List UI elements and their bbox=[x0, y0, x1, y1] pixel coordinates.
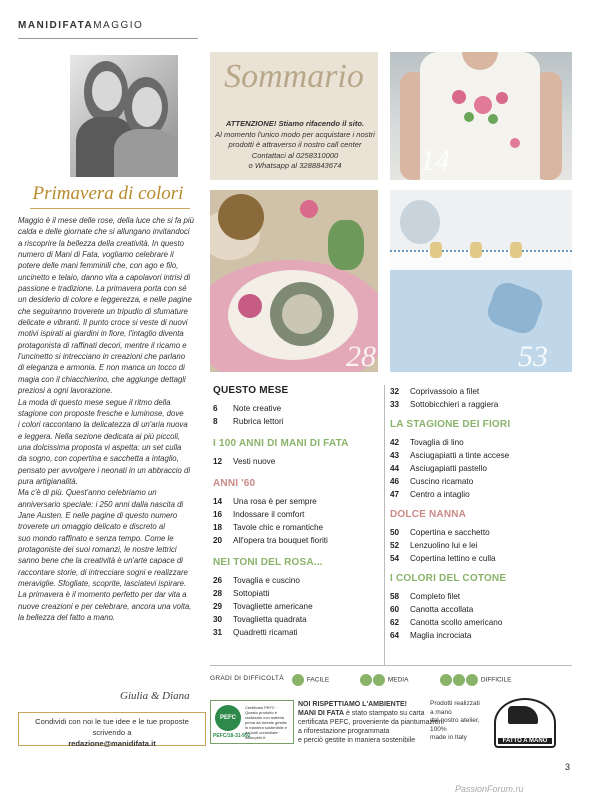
table-setting-photo bbox=[210, 190, 378, 372]
editorial-title: Primavera di colori bbox=[32, 183, 184, 204]
handmade-note: Prodotti realizzati a mano dal nostro atelier, 100% made in Italy bbox=[430, 700, 480, 741]
needle-icon bbox=[360, 674, 372, 686]
editorial-line: troverete un omaggio delicato e discreto al bbox=[18, 522, 165, 532]
index-entry-page: 6 bbox=[213, 404, 218, 413]
editorial-line: meraviglie. Sfogliate, scoprite, lasciatevi ispirare. bbox=[18, 579, 187, 588]
index-entry-page: 64 bbox=[390, 631, 400, 640]
editorial-line: Jane Austen. E nelle pagine di questo numero bbox=[18, 510, 178, 520]
index-entry[interactable] bbox=[213, 587, 379, 600]
editorial-line: di eleganza e armonia. E non manca un tocco di bbox=[18, 363, 185, 373]
index-entry-page: 18 bbox=[213, 523, 223, 532]
editorial-line: calda e delle giornate che si allungano invitandoci bbox=[18, 227, 190, 237]
index-entry-title: Note creative bbox=[233, 404, 282, 413]
editorial-line: una dolcissima proposta vi aspetta: un set culla bbox=[18, 442, 182, 452]
index-section-title: DOLCE NANNA bbox=[390, 509, 467, 520]
pefc-badge bbox=[210, 700, 294, 744]
index-entry-title: Tavole chic e romantiche bbox=[233, 523, 324, 532]
editorial-line: pura artigianalità. bbox=[18, 476, 78, 486]
editorial-line: La moda di questo mese segue il ritmo della bbox=[18, 397, 171, 407]
index-section-title: QUESTO MESE bbox=[213, 385, 289, 396]
index-entry-title: All'opera tra bouquet fioriti bbox=[233, 536, 328, 545]
crib-page-number: 53 bbox=[518, 340, 548, 372]
editorial-line: un desiderio di colore e leggerezza, e nelle pagine bbox=[18, 295, 192, 305]
index-entry-page: 14 bbox=[213, 497, 223, 506]
index-entry-page: 62 bbox=[390, 618, 400, 627]
needle-icon bbox=[466, 674, 478, 686]
index-entry-title: Asciugapiatti pastello bbox=[410, 464, 487, 473]
index-entry[interactable] bbox=[390, 539, 570, 552]
editorial-line: La primavera è il momento perfetto per dar vita a bbox=[18, 590, 187, 600]
editors-photo bbox=[70, 55, 178, 177]
editorial-line: da sogno, con copertina e sacchetta a intaglio, bbox=[18, 454, 179, 464]
index-entry-title: Tovaglietta quadrata bbox=[233, 615, 307, 624]
index-entry-page: 29 bbox=[213, 602, 223, 611]
crib-photo bbox=[390, 190, 572, 372]
index-entry-title: Indossare il comfort bbox=[233, 510, 305, 519]
index-left-column bbox=[213, 385, 379, 639]
page-number: 3 bbox=[565, 762, 571, 772]
magazine-month: MAGGIO bbox=[93, 20, 144, 31]
index-entry[interactable] bbox=[213, 574, 379, 587]
index-entry-page: 16 bbox=[213, 510, 223, 519]
contact-text: Condividi con noi le tue idee e le tue proposte scrivendo a redazione@manidifata.it bbox=[35, 717, 189, 748]
index-entry-page: 8 bbox=[213, 417, 218, 426]
index-entry[interactable] bbox=[390, 475, 570, 488]
index-entry-title: Asciugapiatti a tinte accese bbox=[410, 451, 510, 460]
editorial-line: preziosi a ogni lavorazione. bbox=[18, 386, 113, 396]
sewing-machine-icon bbox=[508, 706, 538, 724]
stamp-label: FATTO A MANO bbox=[498, 738, 552, 744]
index-entry[interactable] bbox=[213, 600, 379, 613]
index-entry-page: 12 bbox=[213, 457, 223, 466]
index-entry[interactable] bbox=[390, 526, 570, 539]
editorial-title-rule bbox=[30, 208, 190, 209]
index-entry[interactable] bbox=[390, 616, 570, 629]
difficulty-medium: MEDIA bbox=[360, 674, 408, 686]
index-entry-page: 52 bbox=[390, 541, 400, 550]
index-entry-title: Canotta scollo americano bbox=[410, 618, 503, 627]
editors-signature: Giulia & Diana bbox=[120, 690, 190, 702]
index-entry-title: Tovagliette americane bbox=[233, 602, 313, 611]
index-entry-page: 28 bbox=[213, 589, 223, 598]
index-entry-title: Maglia incrociata bbox=[410, 631, 472, 640]
index-entry[interactable] bbox=[390, 488, 570, 501]
index-right-column bbox=[390, 385, 570, 642]
index-entry[interactable] bbox=[390, 436, 570, 449]
magazine-brand: MANIDIFATA bbox=[18, 20, 94, 31]
index-entry[interactable] bbox=[213, 455, 379, 468]
index-entry[interactable] bbox=[390, 552, 570, 565]
editorial-line: stagione con proposte fresche e luminose, dove bbox=[18, 408, 184, 418]
editorial-line: i colori raccontano la delicatezza di un'aria nuova bbox=[18, 420, 188, 430]
dress-page-number: 14 bbox=[420, 144, 450, 177]
editorial-line: potere delle mani femminili che, con ago e filo, bbox=[18, 261, 179, 271]
index-entry-title: Sottobicchieri a raggiera bbox=[410, 400, 499, 409]
index-entry-page: 20 bbox=[213, 536, 223, 545]
editorial-line: pensato per avvolgere i neonati in un abbraccio di bbox=[18, 465, 191, 475]
editorial-line: raccontare storie, di intrecciare sogni e realizzare bbox=[18, 567, 188, 577]
index-entry-page: 47 bbox=[390, 490, 400, 499]
editorial-line: la bellezza del fatto a mano. bbox=[18, 613, 116, 623]
editorial-line: nuove creazioni e per celebrare, ancora una volta, bbox=[18, 601, 192, 611]
index-entry-page: 60 bbox=[390, 605, 400, 614]
pefc-tree-icon: PEFC bbox=[215, 705, 241, 731]
editorial-line: e leggera. Nella sezione dedicata ai più piccoli, bbox=[18, 431, 181, 441]
needle-icon bbox=[373, 674, 385, 686]
index-entry-page: 33 bbox=[390, 400, 400, 409]
editorial-line: Ma c'è di più. Quest'anno celebriamo un bbox=[18, 488, 157, 498]
index-entry-title: Tovaglia di lino bbox=[410, 438, 464, 447]
index-entry[interactable] bbox=[213, 508, 379, 521]
index-entry-title: Cuscino ricamato bbox=[410, 477, 474, 486]
index-entry-title: Canotta accollata bbox=[410, 605, 474, 614]
index-entry-page: 30 bbox=[213, 615, 223, 624]
sommario-title: Sommario bbox=[224, 58, 364, 95]
table-page-number: 28 bbox=[346, 340, 376, 372]
index-entry-page: 50 bbox=[390, 528, 400, 537]
index-entry[interactable] bbox=[390, 603, 570, 616]
environment-note: NOI RISPETTIAMO L'AMBIENTE! MANI DI FATA è stato stampato su carta certificata PEFC, proveniente da piantumazioni a riforestazione programmata e perciò gestite in maniera sostenibile bbox=[298, 701, 444, 744]
index-entry-page: 54 bbox=[390, 554, 400, 563]
dress-photo bbox=[390, 52, 572, 180]
index-entry[interactable] bbox=[213, 495, 379, 508]
index-entry-title: Copertina e sacchetto bbox=[410, 528, 490, 537]
difficulty-label: GRADI DI DIFFICOLTÀ bbox=[210, 675, 284, 682]
index-entry-title: Completo filet bbox=[410, 592, 461, 601]
editorial-line: magia con il chiacchierino, che aggiunge dettagli bbox=[18, 374, 186, 384]
index-entry-title: Vesti nuove bbox=[233, 457, 276, 466]
index-section-title: I COLORI DEL COTONE bbox=[390, 573, 507, 584]
index-entry-title: Tovaglia e cuscino bbox=[233, 576, 300, 585]
editorial-line: sanno bene che la creatività è un'arte capace di bbox=[18, 556, 183, 566]
index-section-title: NEI TONI DEL ROSA... bbox=[213, 557, 323, 568]
index-entry-page: 31 bbox=[213, 628, 223, 637]
index-entry[interactable] bbox=[213, 415, 379, 428]
index-entry-title: Quadretti ricamati bbox=[233, 628, 298, 637]
editorial-line: l'uncinetto si intrecciano in creazioni che parlano bbox=[18, 352, 186, 362]
index-entry-title: Rubrica lettori bbox=[233, 417, 284, 426]
editorial-line: protagonista di raffinati decori, mentre il ricamo e bbox=[18, 340, 187, 350]
index-entry-page: 42 bbox=[390, 438, 400, 447]
editorial-line: motivi ispirati ai giardini in fiore, l'intaglio diventa bbox=[18, 329, 184, 339]
index-entry-page: 43 bbox=[390, 451, 400, 460]
index-entry[interactable] bbox=[390, 629, 570, 642]
index-entry[interactable] bbox=[390, 398, 570, 411]
editorial-text bbox=[18, 215, 196, 623]
index-entry[interactable] bbox=[213, 521, 379, 534]
editorial-line: numero di Mani di Fata, vogliamo celebrare il bbox=[18, 250, 174, 260]
editorial-line: suo mondo raffinato e senza tempo. Come le bbox=[18, 533, 174, 543]
index-section-title: LA STAGIONE DEI FIORI bbox=[390, 419, 511, 430]
editorial-line: anniversario speciale: i 250 anni dalla nascita di bbox=[18, 499, 184, 509]
watermark: PassionForum.ru bbox=[455, 784, 524, 794]
difficulty-easy: FACILE bbox=[292, 674, 329, 686]
index-entry-title: Copertina lettino e culla bbox=[410, 554, 496, 563]
contact-email[interactable]: redazione@manidifata.it bbox=[68, 739, 156, 748]
index-entry-title: Una rosa è per sempre bbox=[233, 497, 317, 506]
attention-notice: ATTENZIONE! Stiamo rifacendo il sito. Al momento l'unico modo per acquistare i nostri prodotti è attraverso il nostro call center Contattaci al 0258310000 o Whatsapp al 3288843674 bbox=[215, 119, 375, 170]
index-section-title: ANNI '60 bbox=[213, 478, 256, 489]
index-entry[interactable] bbox=[213, 613, 379, 626]
pefc-code: PEFC/18-31-992 bbox=[213, 733, 251, 739]
index-divider bbox=[384, 385, 385, 665]
index-entry[interactable] bbox=[213, 534, 379, 547]
index-entry-page: 46 bbox=[390, 477, 400, 486]
editorial-line: Maggio è il mese delle rose, della luce che si fa più bbox=[18, 216, 194, 225]
needle-icon bbox=[453, 674, 465, 686]
header-rule bbox=[18, 38, 198, 39]
editorial-line: uncinetto e telaio, danno vita a capolavori intrisi di bbox=[18, 272, 191, 282]
editorial-line: che seguiranno troverete un tripudio di sfumature bbox=[18, 306, 188, 316]
magazine-header bbox=[18, 20, 143, 31]
index-entry-page: 44 bbox=[390, 464, 400, 473]
index-entry-page: 32 bbox=[390, 387, 400, 396]
index-entry-title: Lenzuolino lui e lei bbox=[410, 541, 478, 550]
index-entry-title: Sottopiatti bbox=[233, 589, 270, 598]
pefc-text: Certificato PEFC · Questo prodotto è realizzato con materia prima da foreste gestite in maniera sostenibile e da fonti controllate · www.pefc.it bbox=[245, 705, 288, 740]
index-entry[interactable] bbox=[390, 385, 570, 398]
index-entry-page: 26 bbox=[213, 576, 223, 585]
difficulty-hard: DIFFICILE bbox=[440, 674, 512, 686]
index-entry[interactable] bbox=[213, 626, 379, 639]
index-entry[interactable] bbox=[390, 590, 570, 603]
difficulty-rule bbox=[210, 665, 572, 666]
fatto-a-mano-stamp bbox=[494, 698, 556, 748]
index-entry-title: Centro a intaglio bbox=[410, 490, 470, 499]
editorial-line: delicate e vibranti. Il punto croce si veste di nuovi bbox=[18, 318, 188, 328]
needle-icon bbox=[292, 674, 304, 686]
index-entry[interactable] bbox=[390, 449, 570, 462]
index-entry[interactable] bbox=[390, 462, 570, 475]
index-entry[interactable] bbox=[213, 402, 379, 415]
index-entry-page: 58 bbox=[390, 592, 400, 601]
editorial-line: protagoniste dei suoi romanzi, le nostre lettrici bbox=[18, 544, 177, 554]
editorial-line: a riscoprire la bellezza della creatività. In questo bbox=[18, 238, 184, 248]
editorial-line: passione e tradizione. La primavera porta con sé bbox=[18, 284, 187, 294]
index-entry-title: Coprivassoio a filet bbox=[410, 387, 480, 396]
needle-icon bbox=[440, 674, 452, 686]
index-section-title: I 100 ANNI DI MANI DI FATA bbox=[213, 438, 349, 449]
